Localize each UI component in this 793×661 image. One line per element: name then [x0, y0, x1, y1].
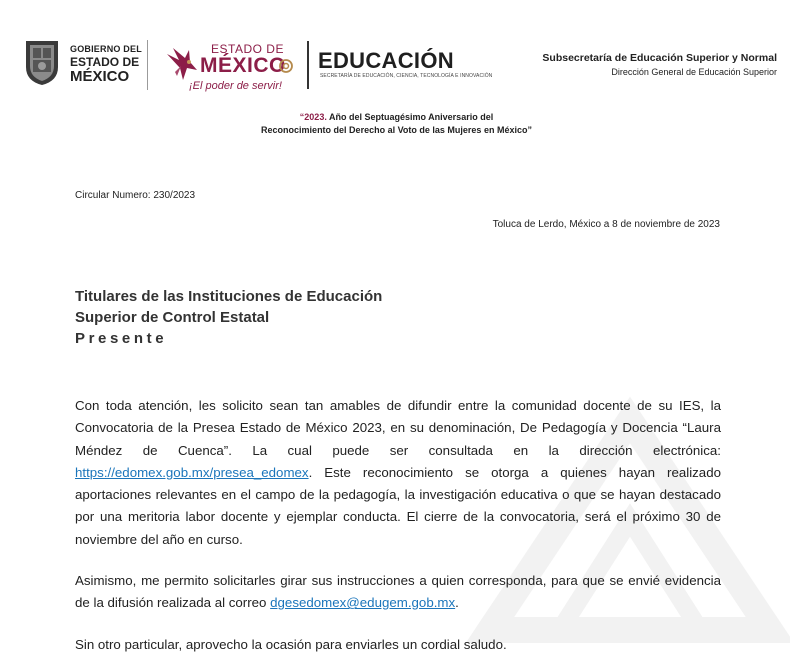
p2-text-b: .	[455, 595, 459, 611]
edo-logo-top: ESTADO DE	[211, 42, 284, 56]
state-seal-icon	[22, 37, 62, 87]
p2-text-a: Asimismo, me permito solicitarles girar sus instrucciones a quien corresponda, para que se envié evidencia de la difusión realizada al correo	[75, 573, 721, 611]
motto-line-1	[0, 112, 793, 122]
motto-year: “2023.	[299, 112, 327, 122]
p1-text-b: . Este reconocimiento se otorga a quienes hayan realizado aportaciones relevantes en el campo de la pedagogía, la investigación educativa o que se hayan destacado por una meritoria labor docente y ejemplar conducta. El cierre de la convocatoria, será el próximo 30 de noviembre del año en curso.	[75, 464, 721, 547]
direccion-label: Dirección General de Educación Superior	[611, 67, 777, 77]
place-date: Toluca de Lerdo, México a 8 de noviembre de 2023	[492, 219, 720, 230]
p1-text-a: Con toda atención, les solicito sean tan amables de difundir entre la comunidad docente de su IES, la Convocatoria de la Presea Estado de México 2023, en su denominación, De Pedagogía y Docencia “Laura Méndez de Cuenca”. La cual puede ser consultada en la dirección electrónica:	[75, 398, 721, 458]
motto-line-2: Reconocimiento del Derecho al Voto de las Mujeres en México”	[261, 125, 532, 135]
body-paragraph-1	[75, 395, 721, 551]
motto-line-1-rest: Año del Septuagésimo Aniversario del	[326, 112, 494, 122]
header-divider	[147, 40, 148, 90]
government-logo-text	[70, 45, 142, 84]
body-paragraph-3: Sin otro particular, aprovecho la ocasión para enviarles un cordial saludo.	[75, 637, 507, 652]
circular-number: Circular Numero: 230/2023	[75, 190, 196, 201]
gob-line-2: ESTADO DE	[70, 55, 140, 69]
gob-line-1: GOBIERNO DEL	[70, 44, 142, 54]
subsecretaria-label: Subsecretaría de Educación Superior y Normal	[542, 52, 777, 64]
education-subtitle: SECRETARÍA DE EDUCACIÓN, CIENCIA, TECNOLOGÍA E INNOVACIÓN	[320, 73, 493, 79]
presea-link[interactable]: https://edomex.gob.mx/presea_edomex	[75, 464, 309, 480]
addressee-line-1: Titulares de las Instituciones de Educación	[75, 288, 383, 305]
body-paragraph-2	[75, 570, 721, 615]
edo-logo-tagline: ¡El poder de servir!	[189, 80, 282, 92]
addressee-presente: Presente	[75, 330, 168, 347]
addressee-line-2: Superior de Control Estatal	[75, 309, 270, 326]
email-link[interactable]: dgesedomex@edugem.gob.mx	[270, 595, 456, 611]
estado-de-mexico-logo	[163, 40, 298, 95]
header-divider-2	[307, 41, 309, 89]
gob-line-3: MÉXICO	[70, 68, 130, 85]
hummingbird-icon	[163, 44, 203, 84]
edo-logo-main: MÉXICO	[200, 54, 286, 77]
swirl-icon	[279, 59, 293, 73]
education-title: EDUCACIÓN	[318, 48, 454, 73]
